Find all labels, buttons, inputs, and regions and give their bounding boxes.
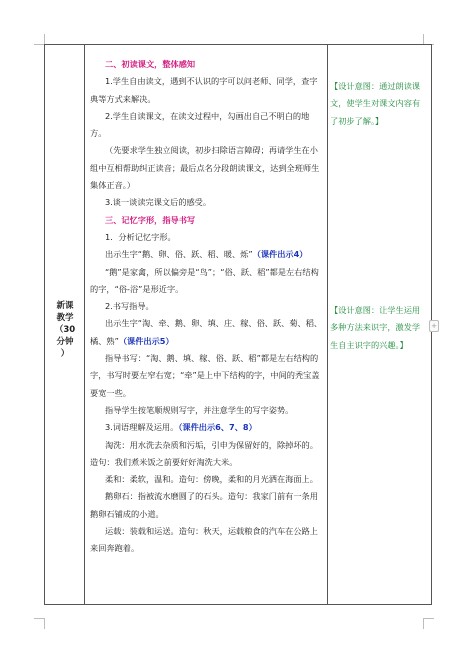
paragraph: 指导学生按笔顺规则写字，并注意学生的写字姿势。 [105, 404, 294, 415]
paragraph: 淘洗：用水洗去杂质和污垢，引申为保留好的，除掉坏的。造句：我们煮米饭之前要好好淘洗大米。 [90, 439, 318, 467]
design-intent-note: 【设计意图：通过朗读课文，使学生对课文内容有了初步了解。】 [330, 81, 421, 126]
paragraph: 2.书写指导。 [105, 301, 154, 312]
paragraph: 1．分析记忆字形。 [105, 231, 176, 242]
design-intent-note: 【设计意图：让学生运用多种方法来识字，激发学生自主识字的兴趣。】 [330, 305, 421, 350]
lesson-content [90, 56, 324, 558]
paragraph: （先要求学生独立阅读，初步扫除语言障碍；再请学生在小组中互相帮助纠正读音；最后点名分段朗读课文，达到全班师生集体正音。） [90, 145, 320, 191]
paragraph: 出示生字“淘、牵、鹅、卵、填、庄、稼、俗、跃、菊、稻、橘、熟”（课件出示5） [90, 318, 323, 346]
stage-label-line: （30 [54, 325, 76, 335]
paragraph: 3.谈一谈读完课文后的感受。 [105, 197, 212, 208]
paragraph: 柔和：柔软，温和。造句：傍晚，柔和的月光洒在海面上。 [105, 474, 318, 485]
paragraph: 2.学生自读课文，在读文过程中，勾画出自己不明白的地方。 [90, 110, 310, 139]
paragraph: 鹅卵石：指被流水磨圆了的石头。造句：我家门前有一条用鹅卵石铺成的小道。 [90, 491, 318, 519]
stage-label-line: 分钟 [56, 337, 74, 347]
courseware-tag: （课件出示4） [252, 249, 308, 260]
crop-mark-bottom-left [34, 618, 45, 629]
stage-label-line: 新课 [56, 301, 74, 311]
paragraph: 运载：装载和运送。造句：秋天，运载粮食的汽车在公路上来回奔跑着。 [90, 526, 318, 554]
crop-mark-bottom-right [423, 618, 434, 629]
paragraph: “鹅”是家禽，所以偏旁是“鸟”；“俗、跃、稻”都是左右结构的字，“俗-浴”是形近字。 [90, 266, 319, 294]
paragraph: 指导书写：“淘、鹅、填、稼、俗、跃、稻”都是左右结构的字，书写时要左窄右宽；“牵”是上中下结构的字，中间的秃宝盖要宽一些。 [90, 353, 320, 398]
paragraph: 3.词语理解及运用。（课件出示6、7、8） [105, 422, 257, 433]
stage-label-line: ） [60, 349, 70, 359]
paragraph: 出示生字“鹅、卵、俗、跃、稻、暖、烁”（课件出示4） [105, 249, 308, 260]
section-title: 三、记忆字形，指导书写 [105, 214, 196, 225]
section-title: 二、初读课文，整体感知 [105, 59, 196, 69]
stage-label [46, 300, 84, 360]
courseware-tag: （课件出示6、7、8） [178, 422, 257, 433]
stage-label-line: 教学 [56, 313, 74, 323]
courseware-tag: （课件出示5） [118, 335, 174, 346]
table-resize-handle[interactable]: + [429, 320, 439, 332]
paragraph: 1.学生自由读文，遇到不认识的字可以问老师、同学，查字典等方式来解决。 [90, 76, 318, 104]
